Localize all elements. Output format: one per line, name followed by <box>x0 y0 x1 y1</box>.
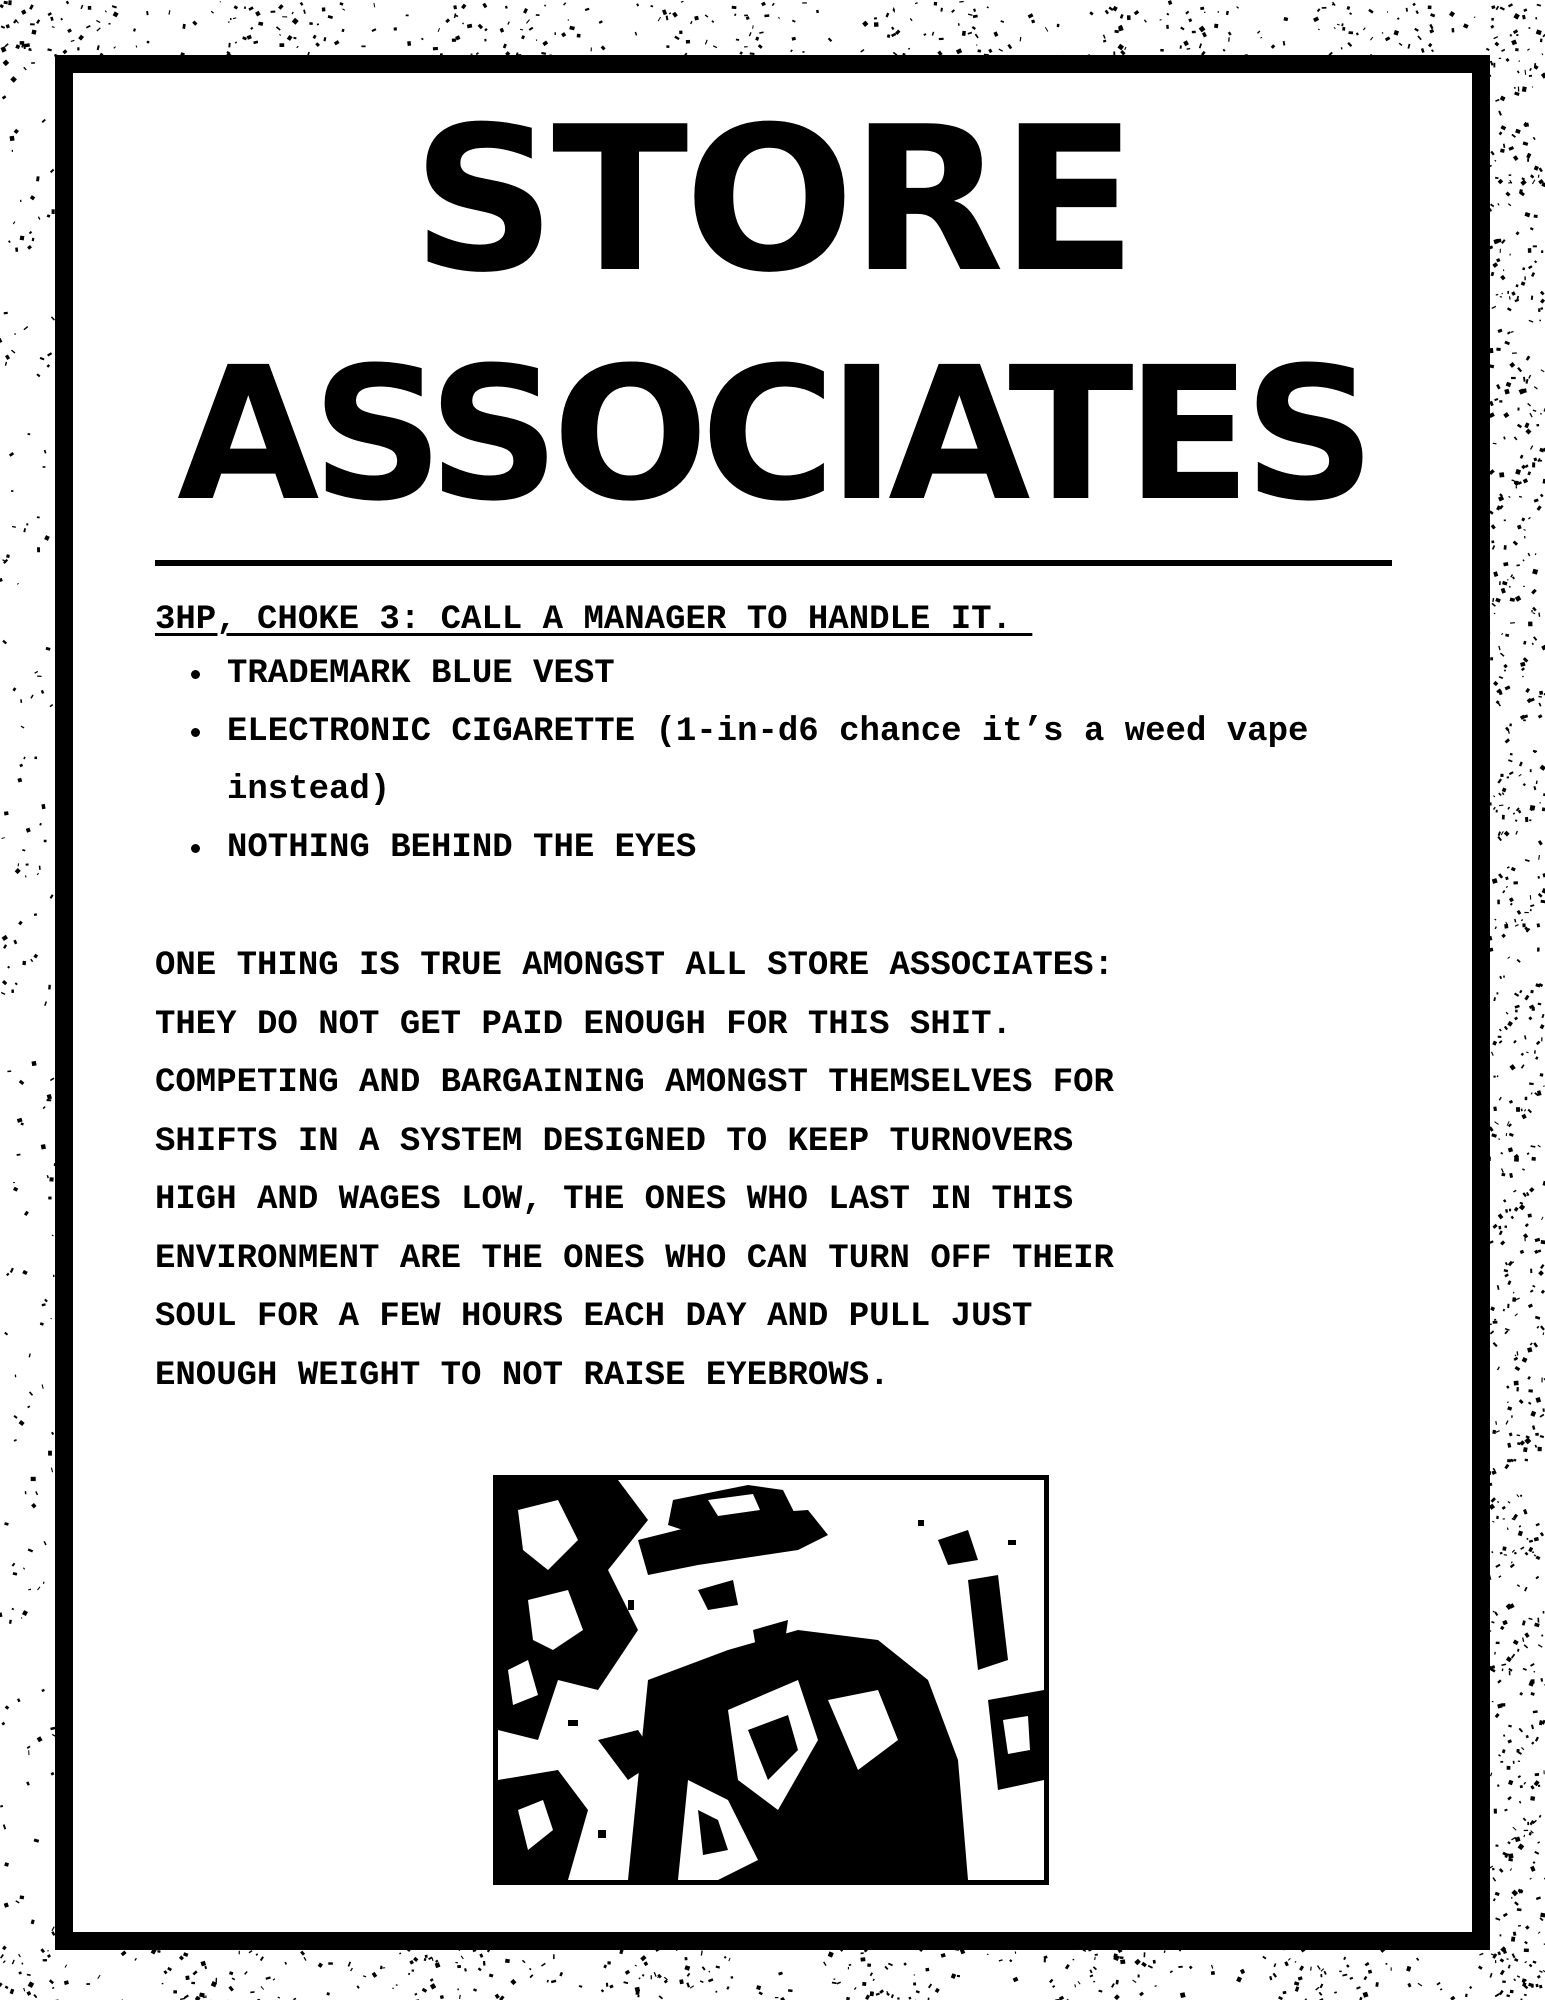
description-paragraph: ONE THING IS TRUE AMONGST ALL STORE ASSOCIATES: THEY DO NOT GET PAID ENOUGH FOR THIS SHIT. COMPETING AND BARGAINING AMONGST THEMSELVES FOR SHIFTS IN A SYSTEM DESIGNED TO KEEP TURNOVERS HIGH AND WAGES LOW, THE ONES WHO LAST IN THIS ENVIRONMENT ARE THE ONES WHO CAN TURN OFF THEIR SOUL FOR A FEW HOURS EACH DAY AND PULL JUST ENOUGH WEIGHT TO NOT RAISE EYEBROWS. <box>155 947 1114 1395</box>
portrait-illustration <box>498 1480 1044 1880</box>
list-item <box>155 819 1395 877</box>
equipment-list <box>155 645 1395 877</box>
page-title-line-1: STORE <box>411 84 1134 317</box>
page-frame <box>55 55 1490 1950</box>
title-divider <box>155 560 1392 566</box>
bullet-icon <box>191 844 200 853</box>
page-title-line-2: ASSOCIATES <box>177 328 1368 542</box>
bullet-icon <box>191 670 200 679</box>
list-item-text: TRADEMARK BLUE VEST <box>227 655 615 693</box>
list-item-text: NOTHING BEHIND THE EYES <box>227 829 697 867</box>
list-item-text: ELECTRONIC CIGARETTE (1-in-d6 chance it’s a weed vape instead) <box>227 713 1309 809</box>
list-item <box>155 703 1395 819</box>
stat-line: 3HP, CHOKE 3: CALL A MANAGER TO HANDLE IT. <box>155 601 1033 639</box>
list-item <box>155 645 1395 703</box>
associate-portrait-image <box>493 1475 1049 1885</box>
bullet-icon <box>191 728 200 737</box>
